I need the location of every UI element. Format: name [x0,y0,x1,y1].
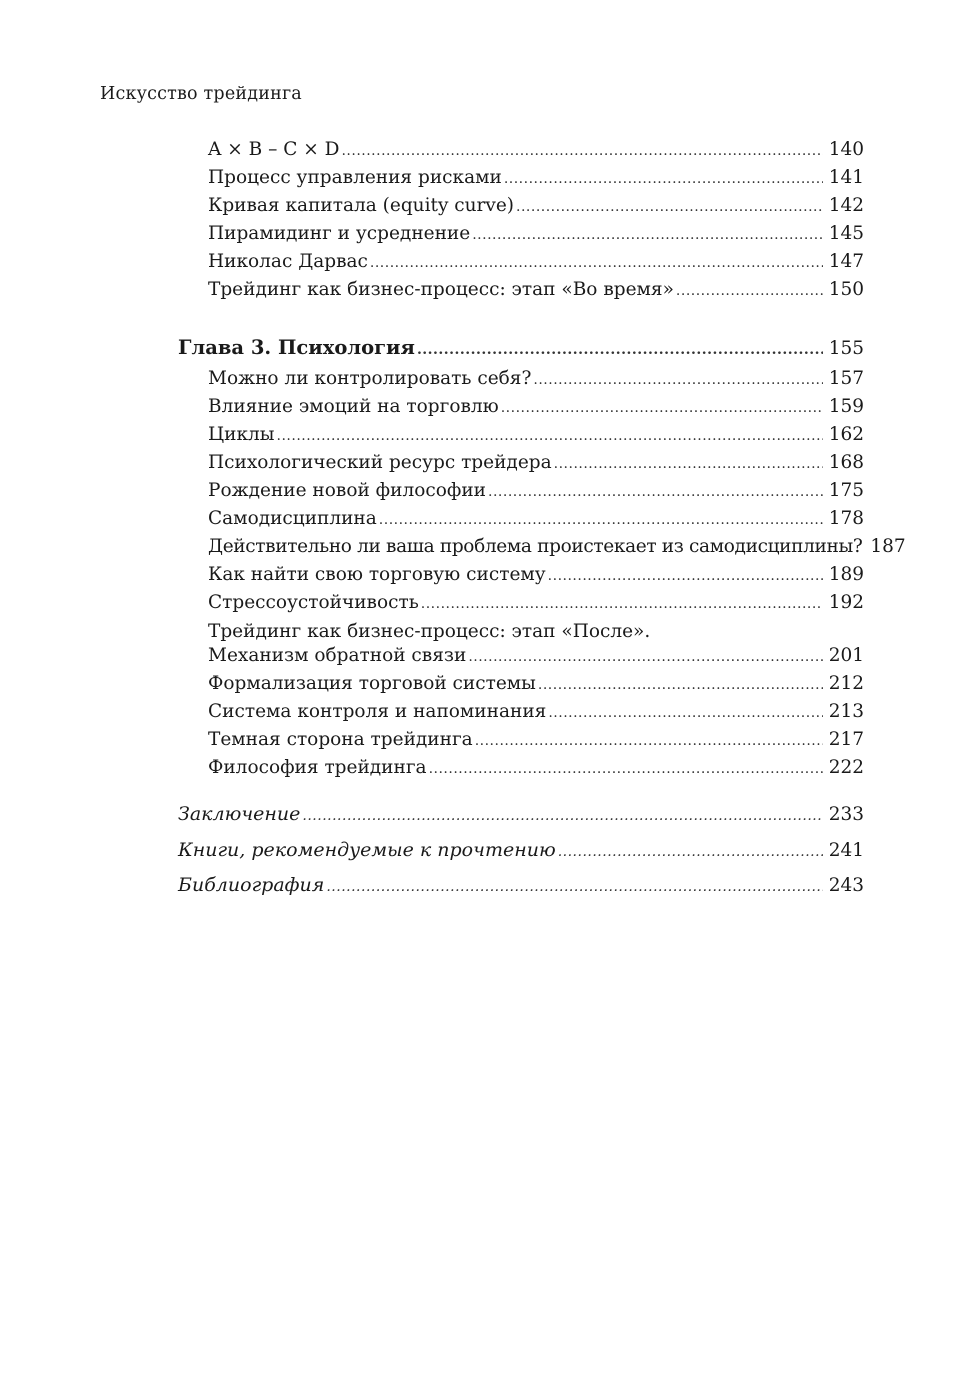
dot-leader [379,507,823,532]
toc-entry-page: 157 [828,368,864,389]
toc-entry[interactable] [208,451,864,476]
dot-leader [421,591,823,616]
toc-entry-title: Система контроля и напоминания [208,701,547,722]
toc-entry[interactable] [208,672,864,697]
toc-entry-title: Заключение [178,803,301,825]
dot-leader [488,479,823,504]
dot-leader [370,250,823,275]
toc-entry-title: Психологический ресурс трейдера [208,452,552,473]
toc-entry[interactable] [208,222,864,247]
toc-entry-title: Действительно ли ваша проблема проистекает из самодисциплины? [208,536,863,557]
toc-entry-title: Механизм обратной связи [208,645,467,666]
toc-entry-title: Рождение новой философии [208,480,487,501]
dot-leader [504,166,823,191]
toc-entry-title: Библиография [178,874,325,896]
toc-entry-title: Трейдинг как бизнес-процесс: этап «Во время» [208,279,674,300]
toc-entry-title: Самодисциплина [208,508,377,529]
toc-entry[interactable] [208,591,864,616]
toc-entry-title: Формализация торговой системы [208,673,536,694]
toc-entry[interactable] [208,535,906,560]
toc-entry-page: 212 [828,673,864,694]
toc-entry-title: Кривая капитала (equity curve) [208,195,515,216]
toc-entry[interactable] [208,166,864,191]
toc-entry-page: 222 [828,757,864,778]
dot-leader [501,395,823,420]
toc-entry-page: 213 [828,701,864,722]
toc-entry-page: 189 [828,564,864,585]
toc-entry-title: Как найти свою торговую систему [208,564,546,585]
dot-leader [676,278,823,303]
toc-entry-page: 178 [828,508,864,529]
toc-entry-title: Стрессоустойчивость [208,592,419,613]
toc-end-entry[interactable] [178,873,864,899]
dot-leader [468,644,822,669]
dot-leader [302,802,822,828]
toc-entry-title: A × B – C × D [208,139,340,160]
toc-entry[interactable] [208,700,864,725]
toc-entry-page: 187 [870,536,906,557]
toc-entry[interactable] [208,728,864,753]
chapter-page: 155 [828,338,864,359]
toc-entry[interactable] [208,479,864,504]
toc-end-entry[interactable] [178,802,864,828]
toc-entry[interactable] [208,250,864,275]
chapter-title: Глава 3. Психология [178,336,415,359]
toc-entry[interactable] [208,278,864,303]
toc-entry-page: 201 [828,645,864,666]
running-head: Искусство трейдинга [100,84,302,104]
toc-entry-title: Циклы [208,424,275,445]
toc-entry-page: 162 [828,424,864,445]
toc-entry-title: Влияние эмоций на торговлю [208,396,499,417]
toc-entry-page: 142 [828,195,864,216]
toc-entry[interactable] [208,423,864,448]
dot-leader [548,563,823,588]
toc-chapter-3[interactable] [178,336,864,362]
toc-entry-page: 217 [828,729,864,750]
dot-leader [326,873,822,899]
dot-leader [475,728,823,753]
toc-entry-page: 147 [828,251,864,272]
dot-leader [554,451,823,476]
toc-entry-page: 150 [828,279,864,300]
dot-leader [533,367,822,392]
toc-entry[interactable] [208,194,864,219]
toc-entry[interactable] [208,756,864,781]
toc-entry-title: Пирамидинг и усреднение [208,223,471,244]
toc-entry[interactable] [208,395,864,420]
dot-leader [417,336,823,362]
toc-entry[interactable] [208,563,864,588]
dot-leader [558,838,823,864]
dot-leader [341,138,822,163]
toc-entry-page: 233 [828,804,864,825]
toc-entry-page: 140 [828,139,864,160]
toc-entry-page: 168 [828,452,864,473]
dot-leader [538,672,823,697]
dot-leader [429,756,823,781]
dot-leader [472,222,822,247]
toc-entry-page: 243 [828,875,864,896]
toc-entry-page: 141 [828,167,864,188]
toc-entry-page: 159 [828,396,864,417]
toc-entry-page: 175 [828,480,864,501]
dot-leader [548,700,822,725]
toc-entry[interactable] [208,138,864,163]
dot-leader [277,423,823,448]
toc-entry-title: Книги, рекомендуемые к прочтению [178,839,556,861]
dot-leader [516,194,823,219]
toc-entry-title-line[interactable]: Трейдинг как бизнес-процесс: этап «После». [208,621,651,642]
toc-entry[interactable] [208,644,864,669]
toc-entry-title: Философия трейдинга [208,757,427,778]
toc-entry-title: Можно ли контролировать себя? [208,368,532,389]
toc-entry[interactable] [208,367,864,392]
toc-entry-title: Темная сторона трейдинга [208,729,473,750]
toc-entry[interactable] [208,507,864,532]
toc-end-entry[interactable] [178,838,864,864]
toc-entry-page: 145 [828,223,864,244]
toc-entry-title: Николас Дарвас [208,251,368,272]
toc-entry-page: 192 [828,592,864,613]
toc-entry-title: Процесс управления рисками [208,167,502,188]
toc-entry-page: 241 [828,840,864,861]
